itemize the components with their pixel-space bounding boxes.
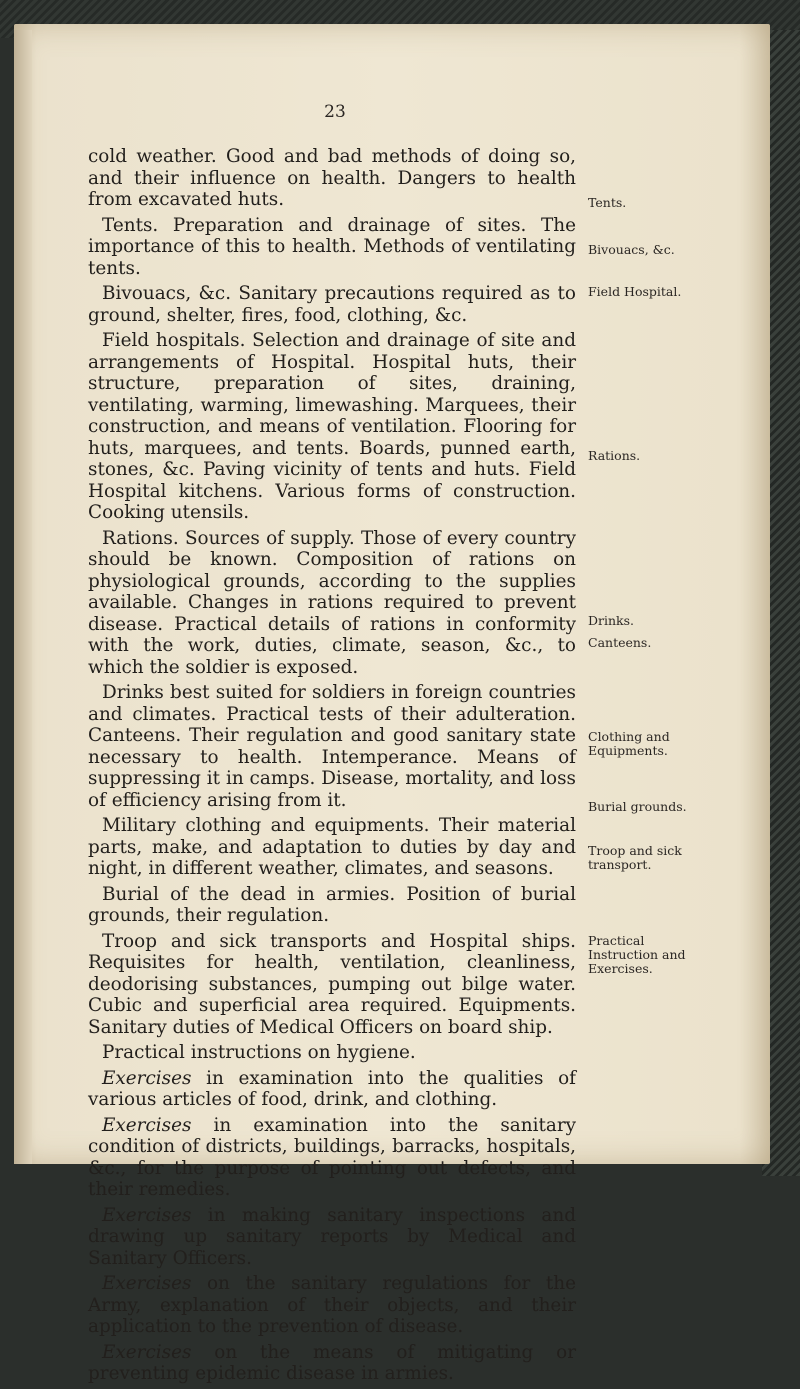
- exercise-item: [88, 1115, 576, 1201]
- paragraph-transports: Troop and sick transports and Hospital ships. Requisites for health, ventilation, cleanliness, deodorising substances, pumping out bilge water. Cubic and superficial area required. Equipments. Sanitary duties of Medical Officers on board ship.: [88, 930, 576, 1038]
- margin-note-canteens: Canteens.: [588, 635, 652, 650]
- margin-note-rations: Rations.: [588, 448, 641, 463]
- exercise-item: [88, 1342, 576, 1385]
- exercise-text: on the sanitary regulations for the Army, explanation of their objects, and their application to the prevention of disease.: [88, 1273, 576, 1337]
- exercise-text: on the means of mitigating or preventing epidemic disease in armies.: [88, 1341, 576, 1384]
- exercise-lead: Exercises: [102, 1341, 192, 1363]
- paragraph-tents: Tents. Preparation and drainage of sites. The importance of this to health. Methods of ventilating tents.: [88, 214, 576, 279]
- margin-note-bivouacs: Bivouacs, &c.: [588, 242, 675, 257]
- margin-note-burial: Burial grounds.: [588, 799, 687, 814]
- margin-note-tents: Tents.: [588, 195, 627, 210]
- paragraph-cold-weather: cold weather. Good and bad methods of doing so, and their influence on health. Dangers to health from excavated huts.: [88, 146, 576, 210]
- exercise-text: in making sanitary inspections and drawing up sanitary reports by Medical and Sanitary Officers.: [88, 1204, 576, 1269]
- paragraph-drinks: Drinks best suited for soldiers in foreign countries and climates. Practical tests of their adulteration. Canteens. Their regulation and good sanitary state necessary to health. Intemperance. Means of suppressing it in camps. Disease, mortality, and loss of efficiency arising from it.: [88, 682, 576, 811]
- exercise-lead: Exercises: [102, 1114, 192, 1136]
- exercise-item: [88, 1273, 576, 1338]
- page-number: 23: [324, 102, 346, 122]
- margin-note-clothing: Clothing and Equipments.: [588, 729, 670, 758]
- exercise-lead: Exercises: [102, 1273, 192, 1294]
- margin-note-practical: Practical Instruction and Exercises.: [588, 933, 686, 976]
- exercise-item: [88, 1205, 576, 1270]
- exercise-lead: Exercises: [102, 1067, 192, 1089]
- body-text: [88, 146, 576, 1389]
- paragraph-bivouacs: Bivouacs, &c. Sanitary precautions required as to ground, shelter, fires, food, clothing, &c.: [88, 283, 576, 326]
- paragraph-burial: Burial of the dead in armies. Position of burial grounds, their regulation.: [88, 883, 576, 926]
- exercise-text: in examination into the sanitary condition of districts, buildings, barracks, hospitals, &c., for the purpose of pointing out defects, and their remedies.: [88, 1114, 576, 1200]
- margin-note-field-hospital: Field Hospital.: [588, 284, 682, 299]
- paragraph-field-hospitals: Field hospitals. Selection and drainage of site and arrangements of Hospital. Hospital huts, their structure, preparation of sites, draining, ventilating, warming, limewashing. Marquees, their construction, and means of ventilation. Flooring for huts, marquees, and tents. Boards, punned earth, stones, &c. Paving vicinity of tents and huts. Field Hospital kitchens. Various forms of construction. Cooking utensils.: [88, 330, 576, 523]
- exercise-lead: Exercises: [102, 1204, 192, 1226]
- paragraph-clothing: Military clothing and equipments. Their material parts, make, and adaptation to duties by day and night, in different weather, climates, and seasons.: [88, 815, 576, 879]
- exercise-text: in examination into the qualities of various articles of food, drink, and clothing.: [88, 1067, 576, 1110]
- margin-note-troop: Troop and sick transport.: [588, 843, 682, 872]
- paragraph-practical: Practical instructions on hygiene.: [102, 1042, 416, 1063]
- exercise-item: [88, 1068, 576, 1111]
- margin-note-drinks: Drinks.: [588, 613, 635, 628]
- paragraph-rations: Rations. Sources of supply. Those of every country should be known. Composition of rations on physiological grounds, according to the supplies available. Changes in rations required to prevent disease. Practical details of rations in conformity with the work, duties, climate, season, &c., to which the soldier is exposed.: [88, 527, 576, 678]
- page-gutter: [14, 30, 32, 1164]
